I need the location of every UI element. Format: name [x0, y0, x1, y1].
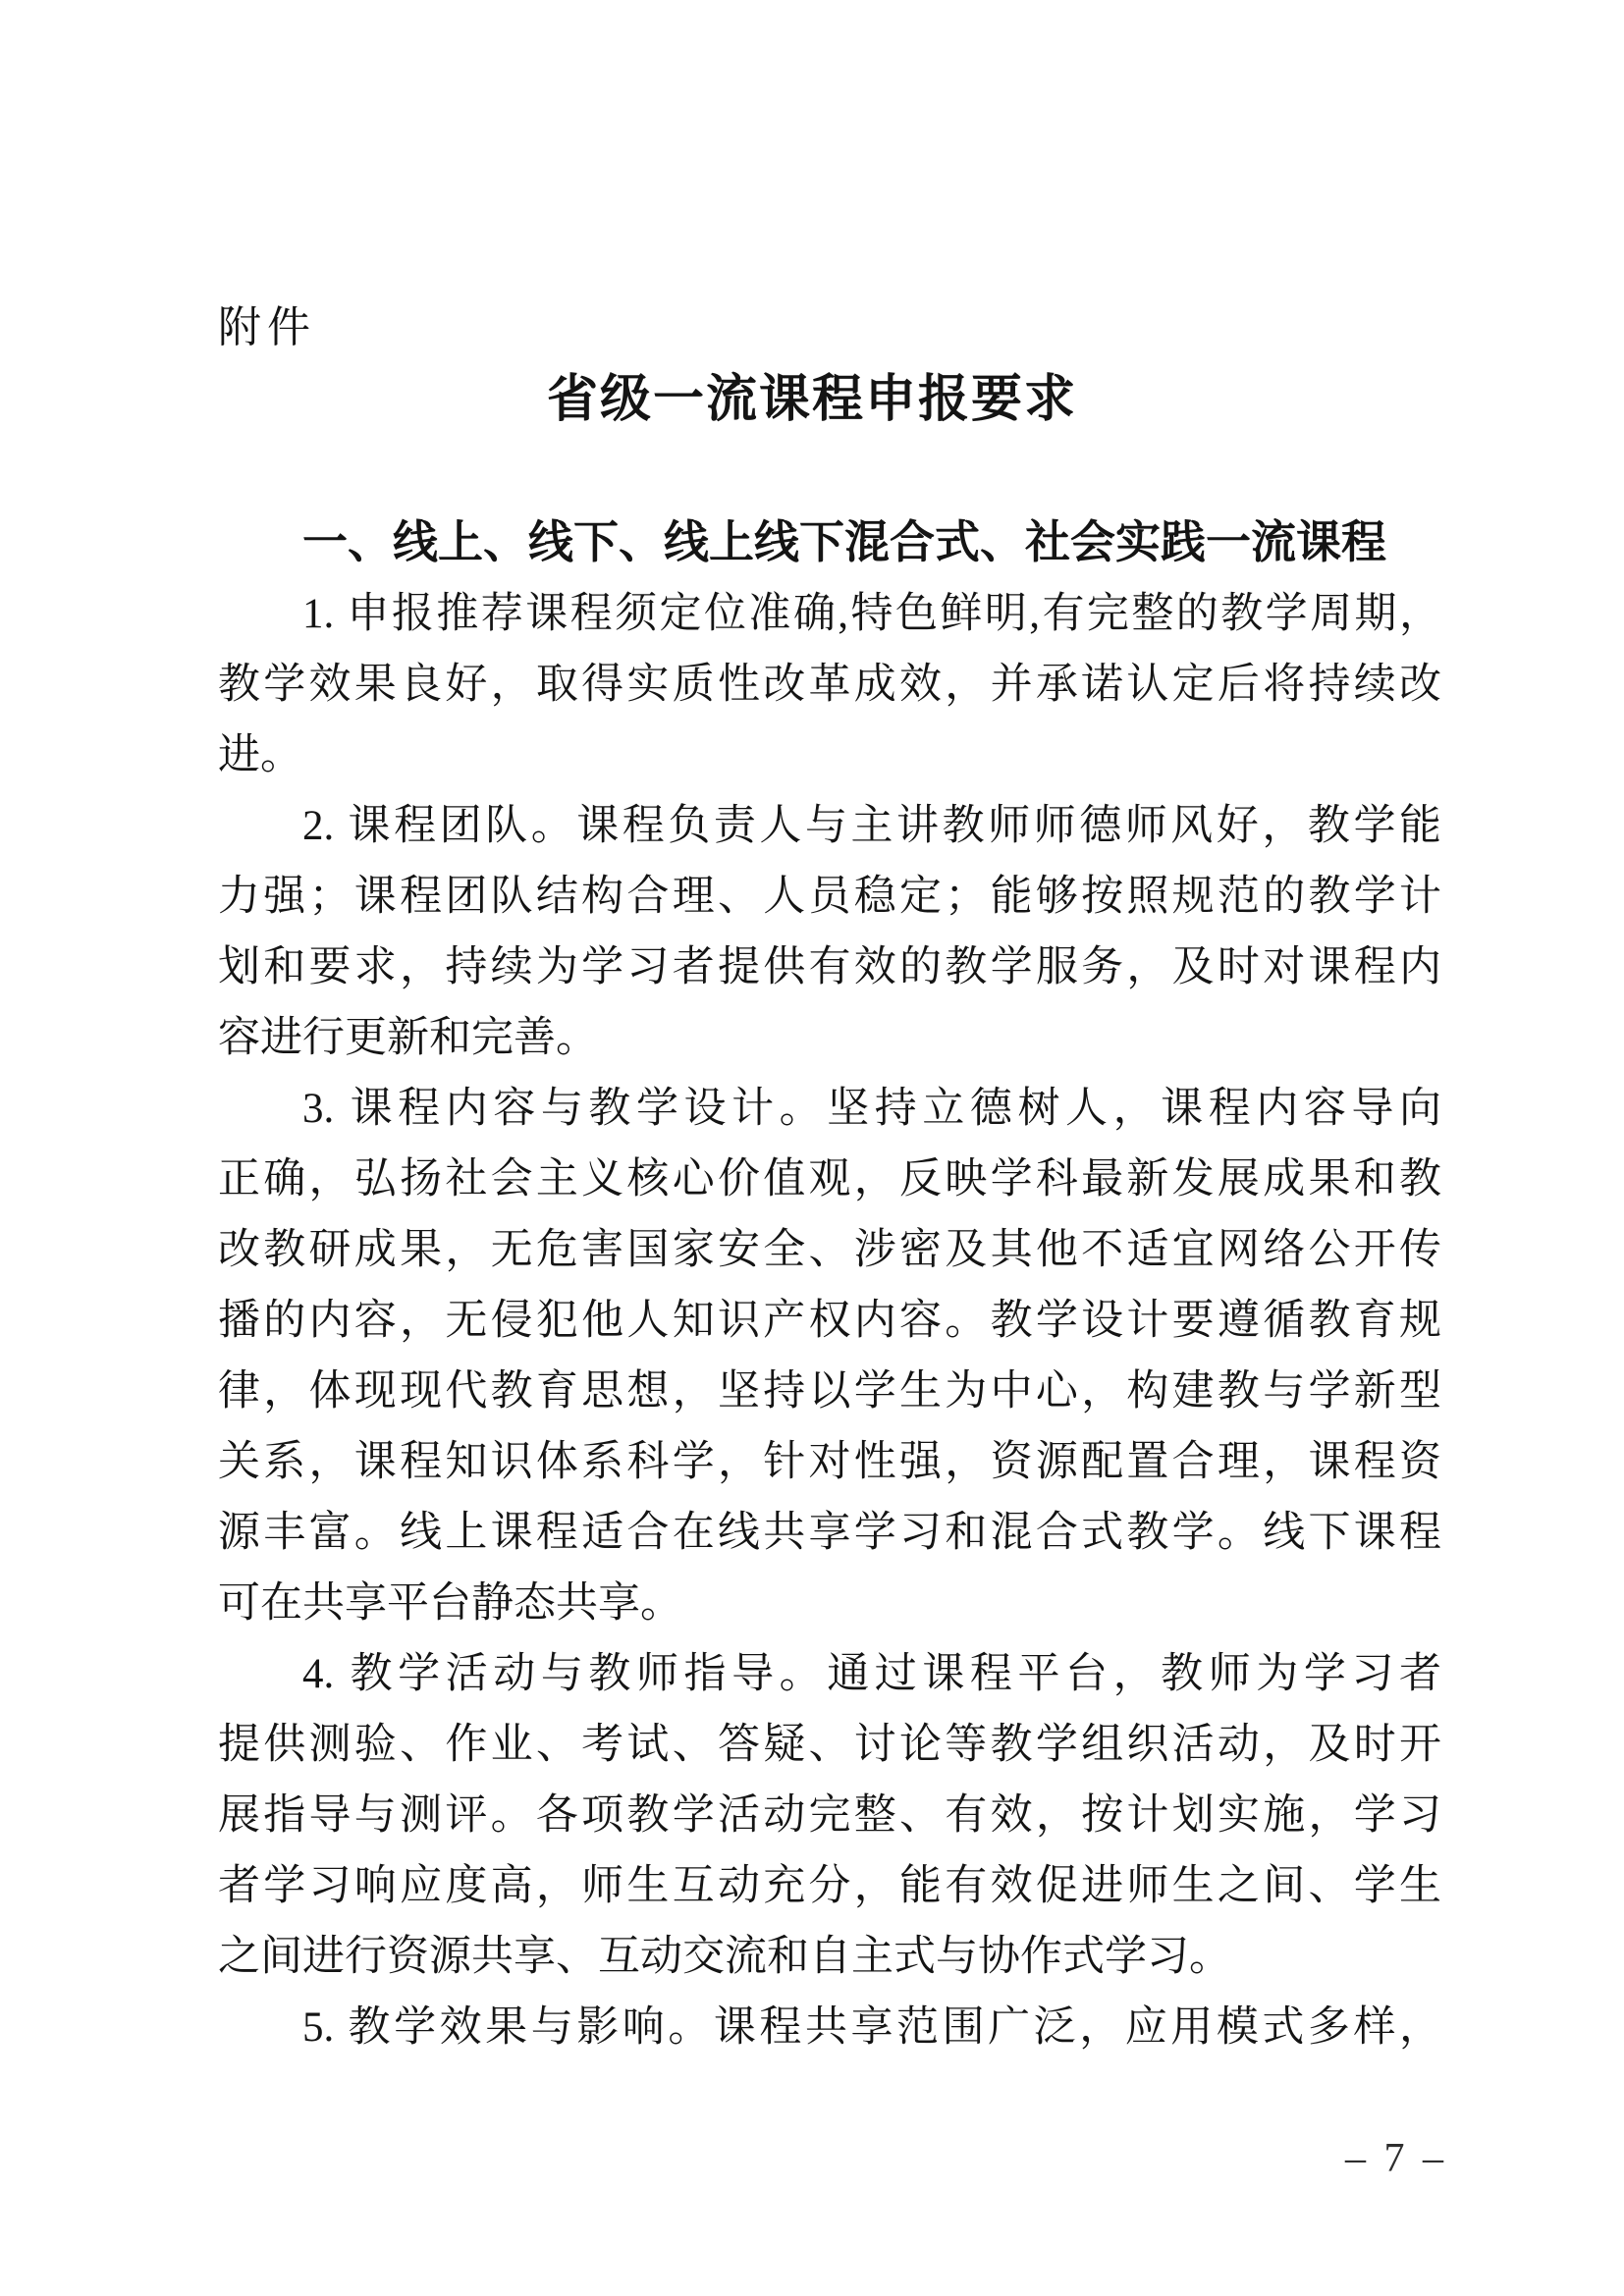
body-line: 源丰富。线上课程适合在线共享学习和混合式教学。线下课程: [218, 1510, 1441, 1556]
body-paragraph-4: [218, 1639, 1441, 1993]
body-line: 2. 课程团队。课程负责人与主讲教师师德师风好，教学能: [302, 803, 1441, 849]
body-line: 提供测验、作业、考试、答疑、讨论等教学组织活动，及时开: [218, 1722, 1441, 1768]
body-line: 律，体现现代教育思想，坚持以学生为中心，构建教与学新型: [218, 1368, 1441, 1415]
body-line: 播的内容，无侵犯他人知识产权内容。教学设计要遵循教育规: [218, 1298, 1441, 1344]
body-line: 划和要求，持续为学习者提供有效的教学服务，及时对课程内: [218, 944, 1441, 990]
body-line: 关系，课程知识体系科学，针对性强，资源配置合理，课程资: [218, 1439, 1441, 1485]
body-line: 力强；课程团队结构合理、人员稳定；能够按照规范的教学计: [218, 874, 1441, 920]
body-line: 容进行更新和完善。: [218, 1015, 598, 1061]
body-line: 5. 教学效果与影响。课程共享范围广泛，应用模式多样，: [302, 2004, 1441, 2051]
document-body: [218, 579, 1441, 2063]
page-number: – 7 –: [1345, 2136, 1447, 2181]
body-line: 可在共享平台静态共享。: [218, 1580, 682, 1627]
section-heading: 一、线上、线下、线上线下混合式、社会实践一流课程: [302, 516, 1386, 567]
body-line: 3. 课程内容与教学设计。坚持立德树人，课程内容导向: [302, 1086, 1441, 1132]
body-paragraph-2: [218, 791, 1441, 1074]
body-paragraph-5: [218, 1993, 1441, 2063]
body-line: 改教研成果，无危害国家安全、涉密及其他不适宜网络公开传: [218, 1227, 1441, 1273]
body-line: 正确，弘扬社会主义核心价值观，反映学科最新发展成果和教: [218, 1156, 1441, 1202]
body-line: 教学效果良好，取得实质性改革成效，并承诺认定后将持续改: [218, 662, 1441, 708]
body-paragraph-1: [218, 579, 1441, 791]
body-line: 进。: [218, 732, 302, 778]
body-line: 4. 教学活动与教师指导。通过课程平台，教师为学习者: [302, 1651, 1441, 1697]
body-line: 展指导与测评。各项教学活动完整、有效，按计划实施，学习: [218, 1792, 1441, 1839]
attachment-label: 附件: [218, 303, 316, 351]
body-line: 1. 申报推荐课程须定位准确,特色鲜明,有完整的教学周期，: [302, 591, 1441, 637]
body-line: 之间进行资源共享、互动交流和自主式与协作式学习。: [218, 1934, 1231, 1980]
body-paragraph-3: [218, 1074, 1441, 1639]
body-line: 者学习响应度高，师生互动充分，能有效促进师生之间、学生: [218, 1863, 1441, 1909]
document-title: 省级一流课程申报要求: [546, 372, 1077, 428]
